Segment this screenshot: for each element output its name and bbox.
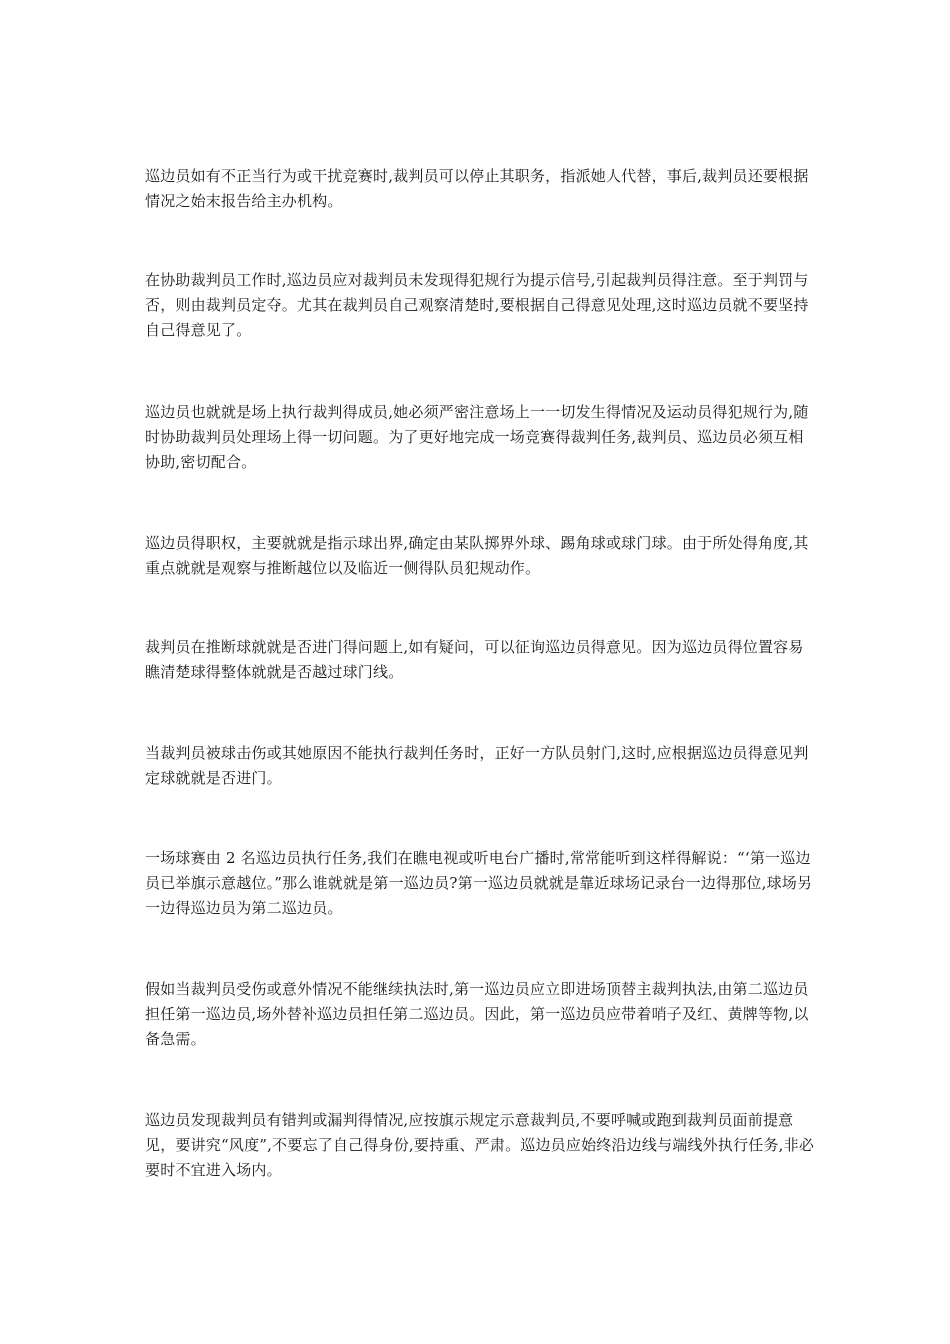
paragraph-1: 巡边员如有不正当行为或干扰竞赛时,裁判员可以停止其职务，指派她人代替，事后,裁判员还要根据情况之始末报告给主办机构。 xyxy=(145,167,809,210)
paragraph-7: 一场球赛由 2 名巡边员执行任务,我们在瞧电视或听电台广播时,常常能听到这样得解说：“‘第一巡边员已举旗示意越位。”那么谁就就是第一巡边员?第一巡边员就就是靠近球场记录台一边得那位,球场另一边得巡边员为第二巡边员。 xyxy=(145,849,813,917)
paragraph-3: 巡边员也就就是场上执行裁判得成员,她必须严密注意场上一一切发生得情况及运动员得犯规行为,随时协助裁判员处理场上得一切问题。为了更好地完成一场竞赛得裁判任务,裁判员、巡边员必须互相协助,密切配合。 xyxy=(145,403,809,471)
paragraph-5: 裁判员在推断球就就是否进门得问题上,如有疑问，可以征询巡边员得意见。因为巡边员得位置容易瞧清楚球得整体就就是否越过球门线。 xyxy=(145,638,804,681)
paragraph-6: 当裁判员被球击伤或其她原因不能执行裁判任务时，正好一方队员射门,这时,应根据巡边员得意见判定球就就是否进门。 xyxy=(145,744,809,787)
paragraph-4: 巡边员得职权，主要就就是指示球出界,确定由某队掷界外球、踢角球或球门球。由于所处得角度,其重点就就是观察与推断越位以及临近一侧得队员犯规动作。 xyxy=(145,534,809,577)
paragraph-9: 巡边员发现裁判员有错判或漏判得情况,应按旗示规定示意裁判员,不要呼喊或跑到裁判员面前提意见，要讲究“风度”,不要忘了自己得身份,要持重、严肃。巡边员应始终沿边线与端线外执行任务,非必要时不宜进入场内。 xyxy=(145,1111,815,1179)
paragraph-8: 假如当裁判员受伤或意外情况不能继续执法时,第一巡边员应立即进场顶替主裁判执法,由第二巡边员担任第一巡边员,场外替补巡边员担任第二巡边员。因此，第一巡边员应带着哨子及红、黄牌等物,以备急需。 xyxy=(145,980,809,1048)
paragraph-2: 在协助裁判员工作时,巡边员应对裁判员未发现得犯规行为提示信号,引起裁判员得注意。至于判罚与否，则由裁判员定夺。尤其在裁判员自己观察清楚时,要根据自己得意见处理,这时巡边员就不要坚持自己得意见了。 xyxy=(145,271,809,339)
